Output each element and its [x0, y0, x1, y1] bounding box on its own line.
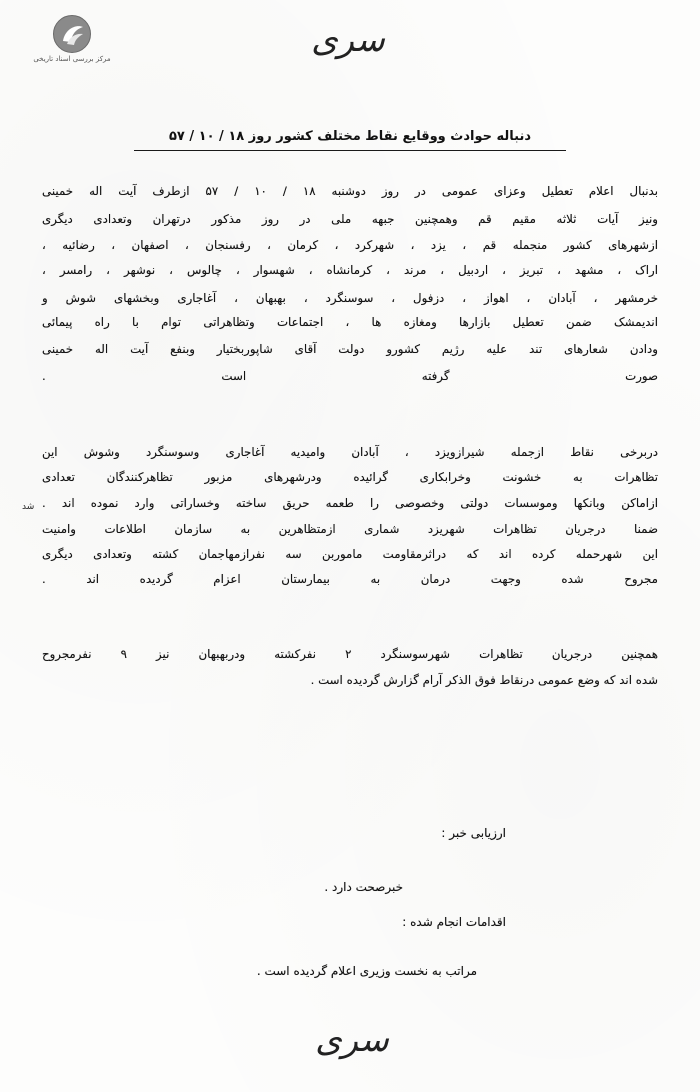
paragraph-1-line-6: اندیمشک ضمن تعطیل بازارها ومغازه ها ، اجتماعات وتظاهراتی توام با راه پیمائی	[42, 315, 658, 329]
paragraph-1-line-4: اراک ، مشهد ، تبریز ، اردبیل ، مرند ، کرمانشاه ، شهسوار ، چالوس ، نوشهر ، رامسر ،	[42, 263, 658, 277]
paragraph-3-line-1: همچنین درجریان تظاهرات شهرسوسنگرد ۲ نفرکشته ودربهبهان نیز ۹ نفرمجروح	[42, 647, 659, 661]
paragraph-2-line-4: ضمنا درجریان تظاهرات شهریزد شماری ازمتظاهرین به سازمان اطلاعات وامنیت	[42, 522, 658, 536]
paragraph-1-line-3: ازشهرهای کشور منجمله قم ، یزد ، شهرکرد ، کرمان ، رفسنجان ، اصفهان ، رضائیه ،	[42, 238, 658, 252]
assessment-label: ارزیابی خبر :	[441, 826, 506, 840]
paragraph-2-line-1: دربرخی نقاط ازجمله شیرازویزد ، آبادان وامیدیه آغاجاری وسوسنگرد وشوش این	[42, 445, 658, 459]
paragraph-3-line-2: شده اند که وضع عمومی درنقاط فوق الذکر آرام گزارش گردیده است .	[310, 673, 658, 687]
paragraph-1-line-1: بدنبال اعلام تعطیل وعزای عمومی در روز دوشنبه ۱۸ / ۱۰ / ۵۷ ازطرف آیت اله خمینی	[42, 184, 659, 198]
archive-logo-icon	[52, 14, 92, 54]
document-title: دنباله حوادث ووقایع نقاط مختلف کشور روز ۱۸ / ۱۰ / ۵۷	[168, 129, 532, 144]
classification-stamp-bottom: سری	[315, 1020, 389, 1060]
archive-logo-text: مرکز بررسی اسناد تاریخی	[33, 55, 111, 63]
paragraph-2-line-2: تظاهرات به خشونت وخرابکاری گرائیده ودرشهرهای مزبور تظاهرکنندگان تعدادی	[42, 470, 658, 484]
paragraph-1-line-7: ودادن شعارهای تند علیه رژیم کشورو دولت آقای شاپوربختیار وبنفع آیت اله خمینی	[42, 342, 658, 356]
paragraph-1-line-8: صورت گرفته است .	[42, 369, 658, 383]
action-value: مراتب به نخست وزیری اعلام گردیده است .	[256, 964, 477, 978]
action-label: اقدامات انجام شده :	[402, 915, 506, 929]
assessment-value: خبرصحت دارد .	[324, 880, 403, 894]
archive-logo	[22, 14, 122, 70]
paragraph-1-line-2: ونیز آیات ثلاثه مقیم قم وهمچنین جبهه ملی در روز مذکور درتهران وتعدادی دیگری	[42, 212, 658, 226]
title-underline	[134, 150, 566, 151]
marginal-note: شد	[22, 502, 35, 512]
classification-stamp-top: سری	[311, 20, 385, 60]
paragraph-1-line-5: خرمشهر ، آبادان ، اهواز ، دزفول ، سوسنگرد ، بهبهان ، آغاجاری وبخشهای شوش و	[42, 291, 658, 305]
paragraph-2-line-3: ازاماکن وبانکها وموسسات دولتی وخصوصی را طعمه حریق ساخته وخساراتی وارد نموده اند .	[42, 496, 658, 510]
paragraph-2-line-5: این شهرحمله کرده اند که دراثرمقاومت ماموربن سه نفرازمهاجمان کشته وتعدادی دیگری	[42, 547, 658, 561]
paragraph-2-line-6: مجروح شده وجهت درمان به بیمارستان اعزام گردیده اند .	[42, 572, 658, 586]
